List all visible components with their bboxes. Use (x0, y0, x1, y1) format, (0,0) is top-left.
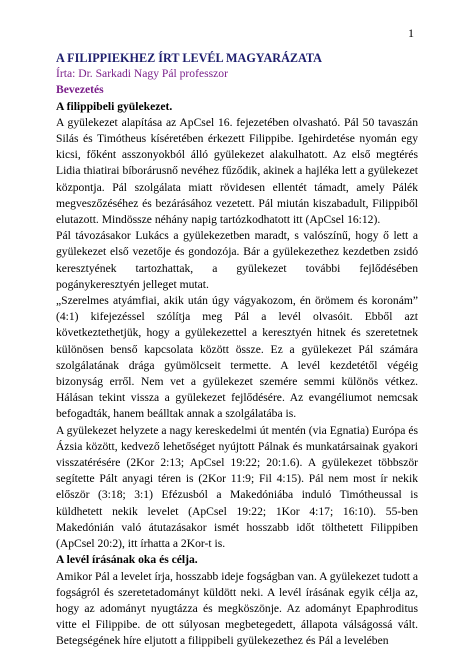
section-heading: Bevezetés (56, 83, 104, 97)
document-title: A FILIPPIEKHEZ ÍRT LEVÉL MAGYARÁZATA (56, 51, 322, 65)
paragraph: A gyülekezet helyzete a nagy kereskedelmi út mentén (via Egnatia) Európa és Ázsia között, kedvező lehetőséget nyújtott Pálnak és munkatársainak gyakori visszatérésére (2Kor 2:13; ApCsel 19:22; 20:1.6). A gyülekezet többször segítette Pált anyagi téren is (2Kor 11:9; Fil 4:15). Pál nem most ír nekik először (3:18; 3:1) Efézusból a Makedóniába induló Timótheussal is küldhetett nekik levelet (ApCsel 19:22; 1Kor 4:17; 16:10). 55-ben Makedónián való átutazásakor ismét hosszabb időt tölthetett Filippiben (ApCsel 20:2), itt írhatta a 2Kor-t is. (56, 423, 418, 551)
paragraph: A gyülekezet alapítása az ApCsel 16. fejezetében olvasható. Pál 50 tavaszán Silás és Timótheus kíséretében érkezett Filippibe. Igehirdetése nyomán egy kicsi, főként asszonyokból álló gyülekezet alakulhatott. Az első megtérés Lidia thiatirai bíborárusnő nevéhez fűződik, akinek a hajléka lett a gyülekezet központja. Pál szolgálata miatt rövidesen ellentét támadt, amely Pálék megveszőzéséhez és bezárásához vezetett. Pál miután kiszabadult, Filippiből elutazott. Mindössze néhány napig tartózkodhatott itt (ApCsel 16:12). (56, 115, 418, 227)
page-number: 1 (408, 26, 414, 40)
subheading-purpose: A levél írásának oka és célja. (56, 553, 198, 567)
author-line: Írta: Dr. Sarkadi Nagy Pál professzor (56, 67, 228, 81)
paragraph: Amikor Pál a levelet írja, hosszabb ideje fogságban van. A gyülekezet tudott a fogságról és szeretetadományt küldött neki. A levél írásának egyik célja az, hogy az adományt nyugtázza és megköszönje. Az adományt Epaphroditus vitte el Filippibe. de ott súlyosan megbetegedett, állapota válságossá vált. Betegségének híre eljutott a filippibeli gyülekezethez és Pál a levelében (56, 569, 418, 648)
paragraph: Pál távozásakor Lukács a gyülekezetben maradt, s valószínű, hogy ő lett a gyülekezet első vezetője és gondozója. Bár a gyülekezethez kezdetben zsidó keresztyének tartozhattak, a gyülekezet további fejlődésében pogánykeresztyén jelleget mutat. (56, 229, 418, 291)
subheading-congregation: A filippibeli gyülekezet. (56, 99, 173, 113)
document-body (56, 50, 418, 650)
paragraph: „Szerelmes atyámfiai, akik után úgy vágyakozom, én örömem és koronám” (4:1) kifejezéssel szólítja meg Pál a levél olvasóit. Ebből azt következtethetjük, hogy a gyülekezettel a keresztyén hitnek és szeretetnek különösen benső kapcsolata között össze. Ez a gyülekezet Pál számára szolgálatának drága gyümölcseit termette. A levél kezdetétől végéig bizonyság erről. Nem vet a gyülekezet szemére semmi különös vétkez. Hálásan tekint vissza a gyülekezet fejlődésére. Az evangéliumot nemcsak befogadták, hanem beálltak annak a szolgálatába is. (56, 294, 418, 421)
